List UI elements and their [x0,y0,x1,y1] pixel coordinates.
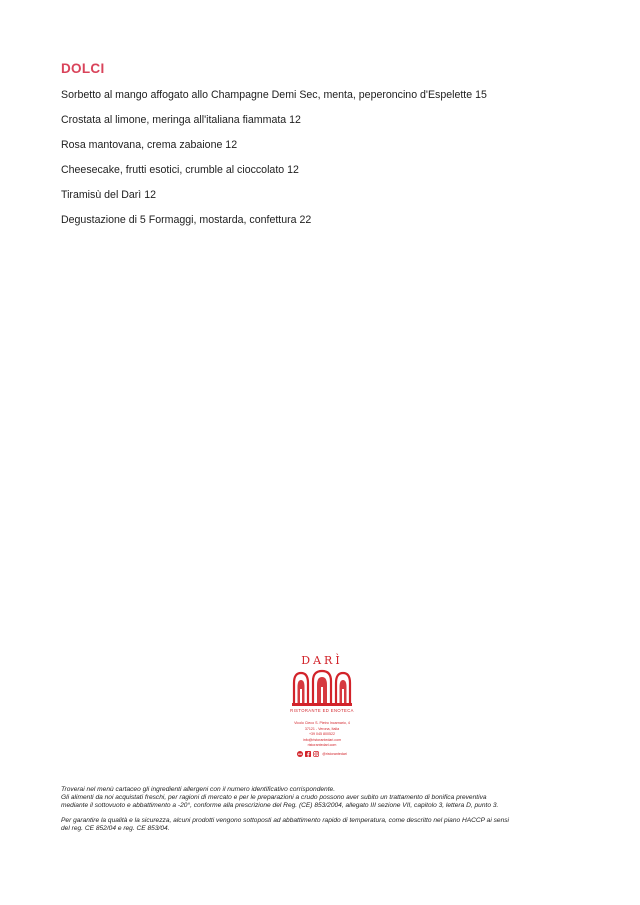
section-title: DOLCI [61,61,105,76]
logo-name: DARÌ [301,654,343,667]
facebook-icon[interactable] [305,751,311,757]
logo-subtitle: RISTORANTE ED ENOTECA [290,708,354,713]
contact-block [270,721,374,757]
social-handle: @ristorantedari [322,751,347,756]
menu-item: Sorbetto al mango affogato allo Champagne Demi Sec, menta, peperoncino d'Espelette 15 [61,89,487,101]
email-link[interactable]: info@ristorantedari.com [302,737,342,742]
social-row [270,751,374,757]
footnote-line: Gli alimenti da noi acquistati freschi, per ragioni di mercato e per le preparazioni a crudo possono aver subito un trattamento di bonifica preventiva [61,794,487,802]
menu-item: Degustazione di 5 Formaggi, mostarda, confettura 22 [61,214,312,226]
instagram-icon[interactable] [313,751,319,757]
menu-item: Tiramisù del Darì 12 [61,189,156,201]
dessert-menu-list [61,88,487,238]
menu-item: Rosa mantovana, crema zabaione 12 [61,139,238,151]
phone-number: +39 045 800522 [308,732,336,737]
haccp-note [61,817,581,833]
legal-footnotes [61,786,581,833]
arches-logo-icon [291,669,353,707]
footnote-line: Per garantire la qualità e la sicurezza, alcuni prodotti vengono sottoposti ad abbattimento rapido di temperatura, come descritto nel piano HACCP ai sensi [61,816,510,824]
tripadvisor-icon[interactable] [297,751,303,757]
footnote-line: mediante il sottovuoto e abbattimento a -20°, conforme alla prescrizione del Reg. (CE) 853/2004, allegato III sezione VII, capitolo 3, lettera D, punto 3. [61,802,499,810]
allergen-note [61,786,581,811]
address-line: Vicolo Cieco S. Pietro Incarnario, 4 [294,721,350,725]
website-link[interactable]: ristorantedari.com [307,743,337,748]
menu-item: Cheesecake, frutti esotici, crumble al cioccolato 12 [61,164,299,176]
restaurant-logo [276,655,368,713]
footnote-line: Troverai nel menù cartaceo gli ingredienti allergeni con il numero identificativo corrispondente. [61,786,336,793]
menu-item: Crostata al limone, meringa all'italiana fiammata 12 [61,114,301,126]
footnote-line: del reg. CE 852/04 e reg. CE 853/04. [61,824,170,832]
address-line: 37121 - Verona, Italia [304,726,340,731]
